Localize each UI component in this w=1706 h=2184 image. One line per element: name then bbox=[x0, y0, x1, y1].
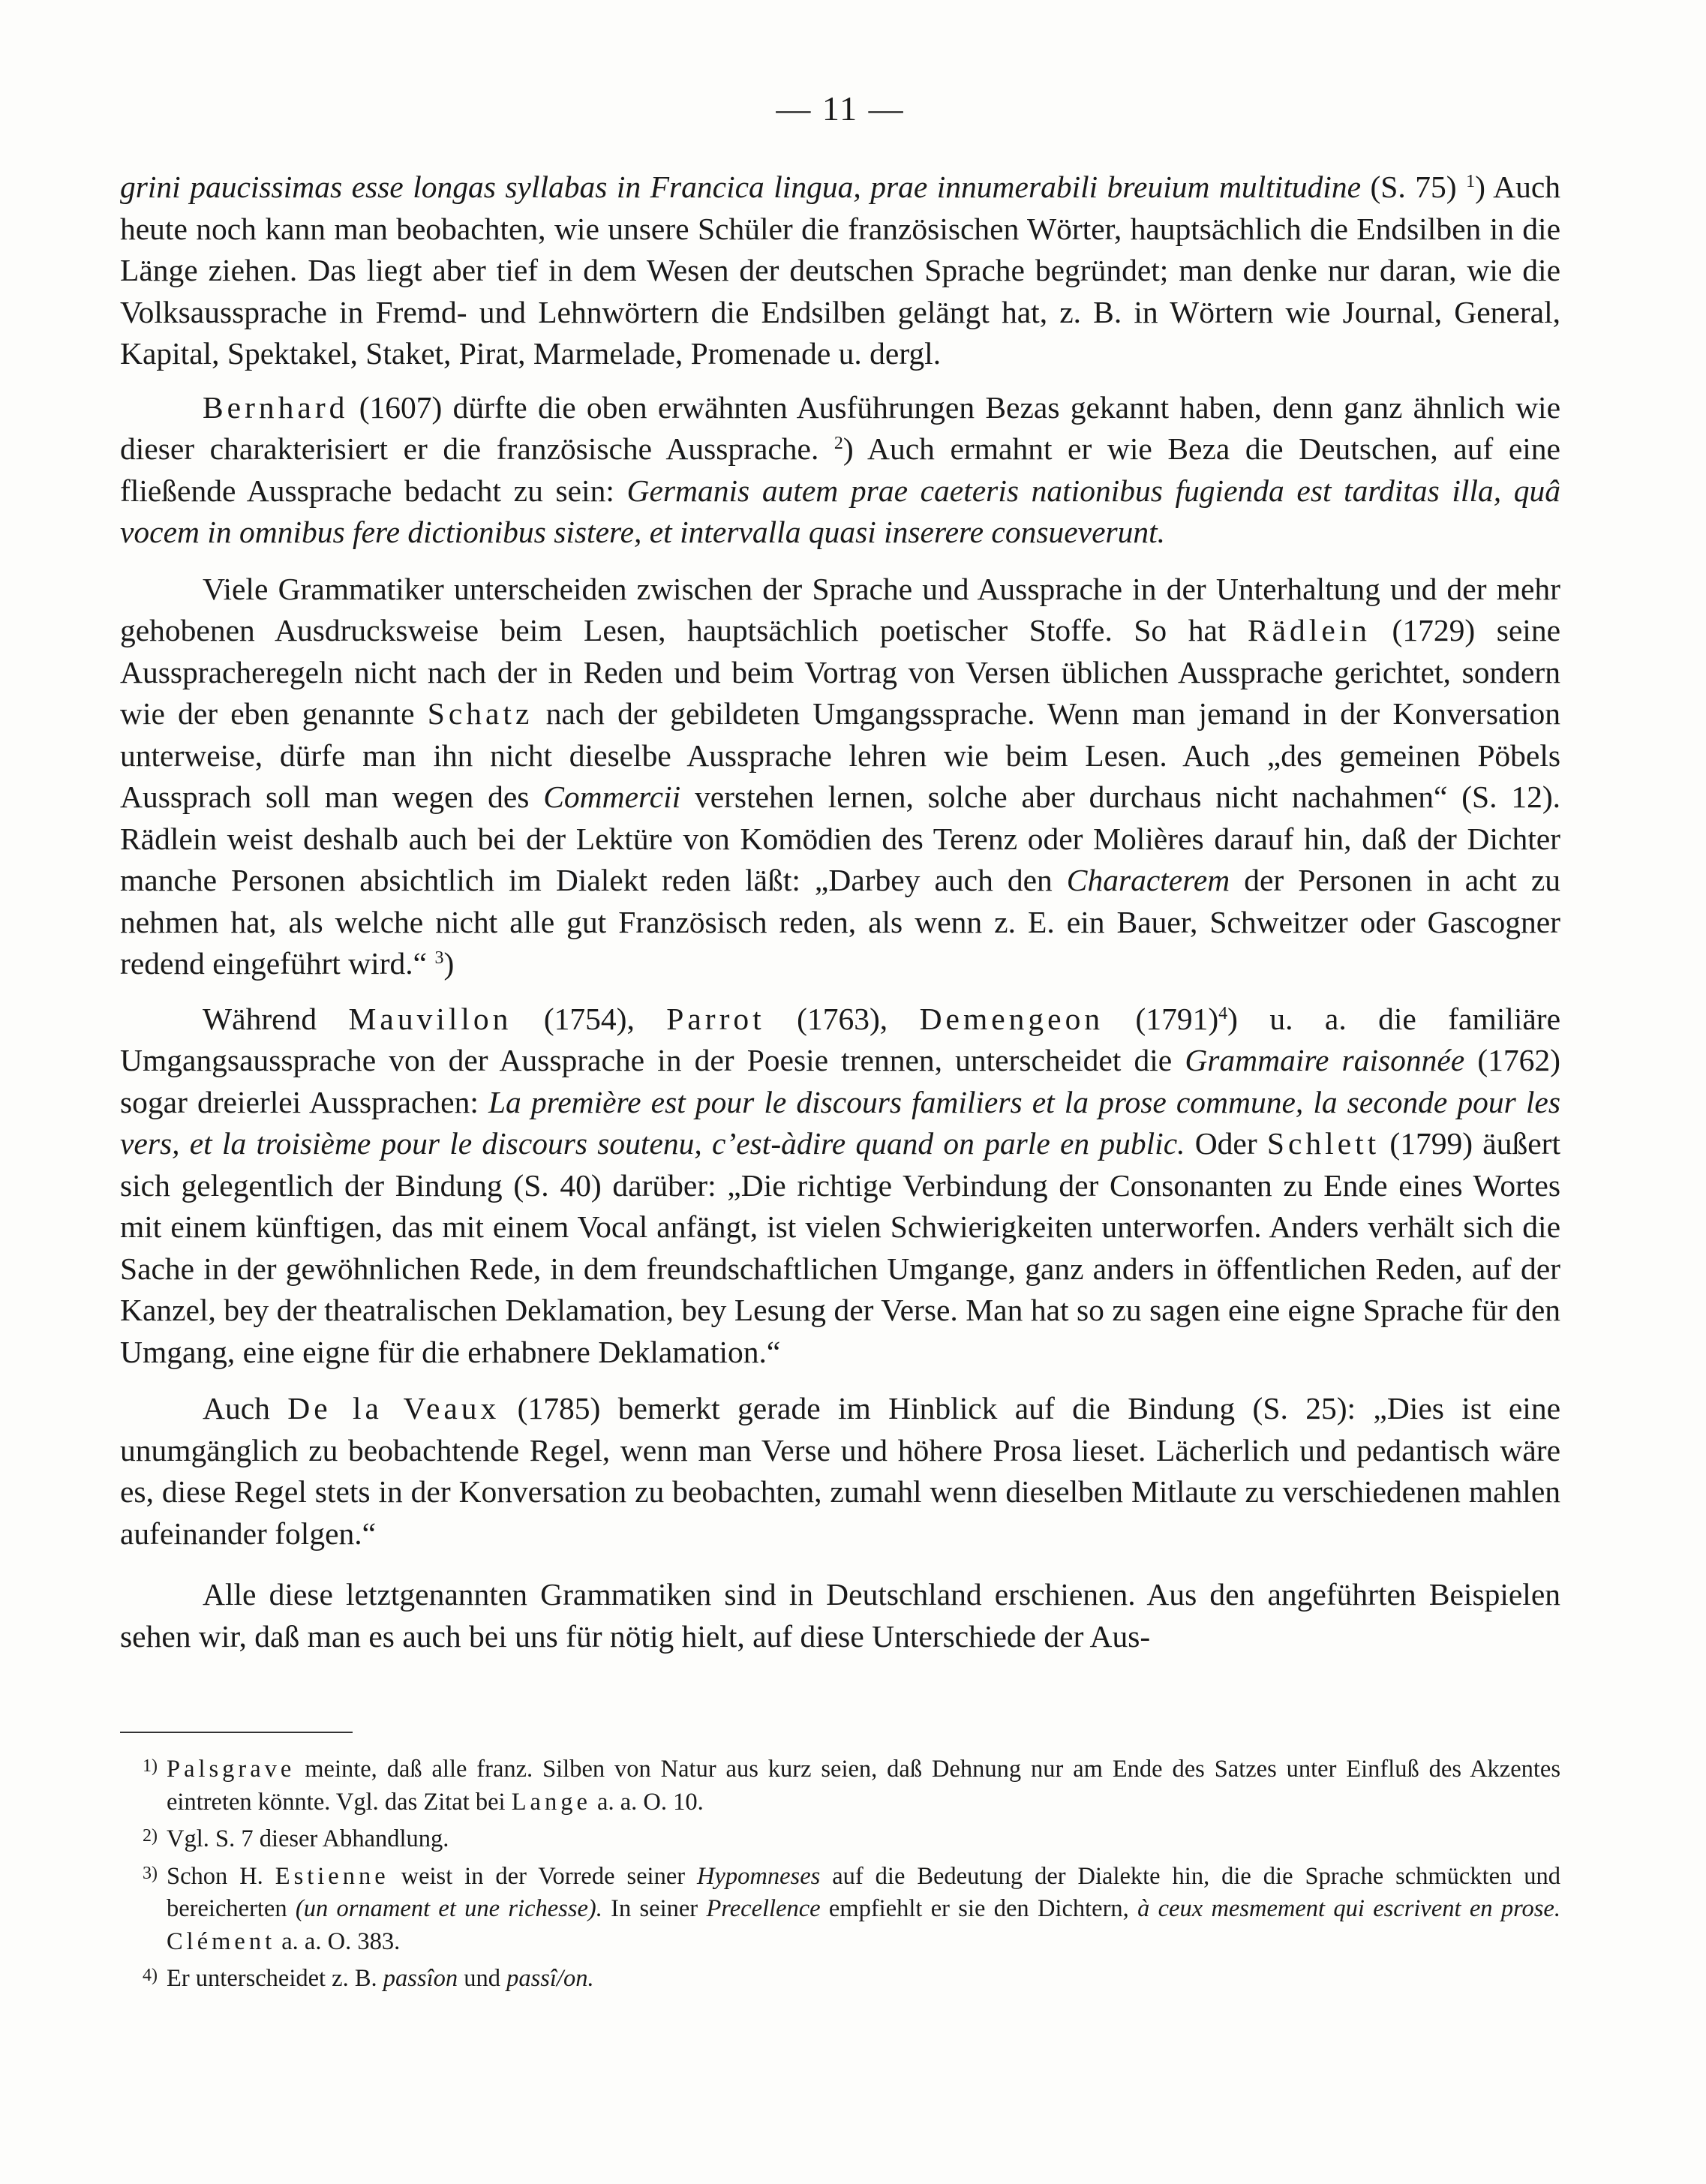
spaced-name-run: Schatz bbox=[427, 696, 533, 731]
footnote bbox=[120, 1753, 1560, 1819]
footnote-reference: 1 bbox=[1466, 172, 1476, 191]
footnote-marker: 3) bbox=[143, 1863, 158, 1883]
page-number: — 11 — bbox=[776, 89, 905, 128]
paragraph bbox=[120, 1388, 1560, 1555]
text-run: In seiner bbox=[602, 1895, 707, 1922]
italic-run: Hypomneses bbox=[697, 1862, 821, 1890]
spaced-name-run: Rädlein bbox=[1247, 613, 1371, 647]
footnote-reference: 4 bbox=[1218, 1003, 1228, 1023]
spaced-name-run: De la Veaux bbox=[287, 1391, 500, 1425]
text-run: (S. 75) bbox=[1361, 170, 1467, 204]
italic-run: Precellence bbox=[706, 1895, 821, 1922]
paragraph bbox=[120, 569, 1560, 985]
italic-run: Grammaire raisonnée bbox=[1185, 1043, 1465, 1077]
italic-run: grini paucissimas esse longas syllabas in Francica lingua, prae innumerabili breuium multitudine bbox=[120, 170, 1361, 204]
text-run: empfiehlt er sie den Dichtern, bbox=[820, 1895, 1138, 1922]
spaced-name-run: Parrot bbox=[666, 1001, 765, 1036]
text-run: ) Auch ermahnt er wie Beza die Deutschen, auf eine fließende Aussprache bedacht zu sein: bbox=[120, 431, 1560, 508]
italic-run: La première est pour le discours familiers et la prose commune, la seconde pour les vers, et la troisième pour le discours soutenu, c’est-àdire quand on parle en public. bbox=[120, 1084, 1560, 1161]
footnote-marker: 4) bbox=[143, 1966, 158, 1985]
text-run: weist in der Vorrede seiner bbox=[389, 1862, 698, 1890]
spaced-name-run: Palsgrave bbox=[167, 1756, 296, 1783]
text-run: (1729) seine Ausspracheregeln nicht nach der in Reden und beim Vortrag von Versen üblichen Aussprache gerichtet, sondern wie der eben genannte bbox=[120, 613, 1560, 731]
footnote-reference: 3 bbox=[434, 948, 444, 968]
text-run: Alle diese letztgenannten Grammatiken sind in Deutschland erschienen. Aus den angeführten Beispielen sehen wir, daß man es auch bei uns für nötig hielt, auf diese Unterschiede der Aus- bbox=[120, 1577, 1560, 1654]
spaced-name-run: Mauvillon bbox=[348, 1001, 512, 1036]
spaced-name-run: Lange bbox=[511, 1788, 591, 1816]
text-run: (1791) bbox=[1104, 1001, 1219, 1036]
text-run: verstehen lernen, solche aber durchaus nicht nachahmen“ (S. 12). Rädlein weist deshalb auch bei der Lektüre von Komödien des Terenz oder Molières darauf hin, daß der Dichter manche Personen absichtlich im Dialekt reden läßt: „Darbey auch den bbox=[120, 780, 1561, 897]
paragraph bbox=[120, 167, 1560, 375]
text-run: a. a. O. 383. bbox=[275, 1927, 401, 1955]
footnote-marker: 1) bbox=[143, 1756, 158, 1776]
footnote-separator bbox=[120, 1732, 353, 1733]
italic-run: Commercii bbox=[543, 780, 681, 814]
footnote-text bbox=[167, 1756, 1560, 1816]
italic-run: (un ornament et une richesse). bbox=[295, 1895, 602, 1922]
italic-run: à ceux mesmement qui escrivent en prose. bbox=[1137, 1895, 1560, 1922]
footnote bbox=[120, 1823, 1560, 1856]
text-run: ) bbox=[443, 946, 455, 981]
footnotes bbox=[120, 1753, 1560, 1996]
spaced-name-run: Demengeon bbox=[919, 1001, 1104, 1036]
text-run: und bbox=[458, 1965, 507, 1992]
footnote bbox=[120, 1963, 1560, 1996]
footnote-marker: 2) bbox=[143, 1826, 158, 1846]
body-text bbox=[120, 167, 1560, 1657]
text-run: nach der gebildeten Umgangssprache. Wenn man jemand in der Konversation unterweise, dürfe man ihn nicht dieselbe Aussprache lehren wie beim Lesen. Auch „des gemeinen Pöbels Aussprach soll man wegen des bbox=[120, 696, 1561, 814]
text-run: Er unterscheidet z. B. bbox=[167, 1965, 383, 1992]
paragraph bbox=[120, 1574, 1560, 1657]
text-run: a. a. O. 10. bbox=[590, 1788, 704, 1816]
spaced-name-run: Estienne bbox=[275, 1862, 389, 1890]
text-run: ) u. a. die familiäre Umgangsaussprache von der Aussprache in der Poesie trennen, unterscheidet die bbox=[120, 1001, 1561, 1077]
footnote-reference: 2 bbox=[833, 434, 843, 453]
footnote-text bbox=[167, 1863, 1560, 1955]
text-run: (1785) bemerkt gerade im Hinblick auf die Bindung (S. 25): „Dies ist eine unumgänglich zu beobachtende Regel, wenn man Verse und höhere Prosa lieset. Lächerlich und pedantisch wäre es, diese Regel stets in der Konversation zu beobachten, zumahl wenn dieselben Mitlaute zu verschiedenen mahlen aufeinander folgen.“ bbox=[120, 1391, 1560, 1551]
text-run: Während bbox=[203, 1001, 349, 1036]
italic-run: Germanis autem prae caeteris nationibus fugienda est tarditas illa, quâ vocem in omnibus fere dictionibus sistere, et intervalla quasi inserere consueverunt. bbox=[120, 473, 1560, 549]
text-run: ) Auch heute noch kann man beobachten, wie unsere Schüler die französischen Wörter, hauptsächlich die Endsilben in die Länge ziehen. Das liegt aber tief in dem Wesen der deutschen Sprache begründet; man denke nur daran, wie die Volksaussprache in Fremd- und Lehnwörtern die Endsilben gelängt hat, z. B. in Wörtern wie Journal, General, Kapital, Spektakel, Staket, Pirat, Marmelade, Promenade u. dergl. bbox=[120, 170, 1560, 371]
footnote-text bbox=[167, 1965, 594, 1992]
spaced-name-run: Bernhard bbox=[203, 389, 349, 425]
spaced-name-run: Clément bbox=[167, 1927, 276, 1955]
text-run: Oder bbox=[1185, 1126, 1267, 1161]
text-run: auf die Bedeutung der Dialekte hin, die die Sprache schmückten und bereicherten bbox=[167, 1862, 1560, 1922]
footnote bbox=[120, 1861, 1560, 1959]
text-run: (1763), bbox=[764, 1001, 920, 1036]
spaced-name-run: Schlett bbox=[1266, 1126, 1380, 1161]
text-run: meinte, daß alle franz. Silben von Natur aus kurz seien, daß Dehnung nur am Ende des Satzes unter Einfluß des Akzentes eintreten könnte. Vgl. das Zitat bei bbox=[167, 1756, 1560, 1816]
text-run: (1799) äußert sich gelegentlich der Bindung (S. 40) darüber: „Die richtige Verbindung der Consonanten zu Ende eines Wortes mit einem künftigen, das mit einem Vocal anfängt, ist vielen Schwierigkeiten unterworfen. Anders verhält sich die Sache in der gewöhnlichen Rede, in dem freundschaftlichen Umgange, ganz anders in öffentlichen Reden, auf der Kanzel, bey der theatralischen Deklamation, bey Lesung der Verse. Man hat so zu sagen eine eigne Sprache für den Umgang, eine eigne für die erhabnere Deklamation.“ bbox=[120, 1126, 1560, 1369]
text-run: Viele Grammatiker unterscheiden zwischen der Sprache und Aussprache in der Unterhaltung und der mehr gehobenen Ausdrucksweise beim Lesen, hauptsächlich poetischer Stoffe. So hat bbox=[120, 571, 1560, 647]
text-run: Vgl. S. 7 dieser Abhandlung. bbox=[167, 1825, 449, 1852]
italic-run: Characterem bbox=[1066, 863, 1230, 897]
footnote-text bbox=[167, 1825, 449, 1852]
paragraph bbox=[120, 387, 1560, 554]
text-run: (1762) sogar dreierlei Aussprachen: bbox=[120, 1043, 1561, 1119]
italic-run: passî/on. bbox=[506, 1965, 594, 1992]
text-run: (1754), bbox=[512, 1001, 667, 1036]
text-run: Schon H. bbox=[167, 1862, 275, 1890]
text-run: (1607) dürfte die oben erwähnten Ausführungen Bezas gekannt haben, denn ganz ähnlich wie dieser charakterisiert er die französische Aussprache. bbox=[120, 389, 1560, 466]
text-run: Auch bbox=[203, 1391, 288, 1425]
paragraph bbox=[120, 999, 1560, 1374]
italic-run: passîon bbox=[383, 1965, 458, 1992]
text-run: der Personen in acht zu nehmen hat, als welche nicht alle gut Französisch reden, als wenn z. E. ein Bauer, Schweitzer oder Gascogner redend eingeführt wird.“ bbox=[120, 863, 1560, 981]
